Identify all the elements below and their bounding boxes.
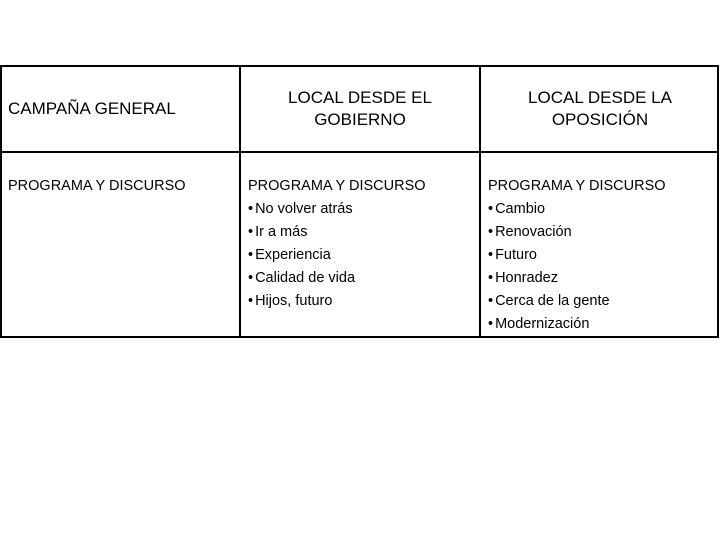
header-cell-local-gobierno	[241, 67, 479, 151]
bullet-item	[248, 267, 476, 290]
bullet-text: Experiencia	[255, 247, 331, 263]
bullet-item	[488, 221, 716, 244]
bullet-text: Honradez	[495, 270, 558, 286]
cell-heading: PROGRAMA Y DISCURSO	[488, 178, 666, 194]
bullet-item	[488, 290, 716, 313]
bullet-item	[248, 198, 476, 221]
body-cell-local-gobierno	[248, 175, 476, 313]
bullet-item	[488, 313, 716, 336]
bullet-mark: •	[488, 247, 494, 263]
bullet-item	[248, 221, 476, 244]
bullet-text: Calidad de vida	[255, 270, 356, 286]
body-cell-campana-general	[8, 175, 236, 198]
header-cell-local-oposicion	[481, 67, 719, 151]
bullet-mark: •	[248, 247, 254, 263]
bullet-text: Cambio	[495, 201, 546, 217]
bullet-mark: •	[488, 224, 494, 240]
bullet-mark: •	[488, 293, 494, 309]
bullet-mark: •	[248, 270, 254, 286]
bullet-text: Modernización	[495, 316, 590, 332]
bullet-mark: •	[488, 270, 494, 286]
bullet-mark: •	[248, 293, 254, 309]
header-label: CAMPAÑA GENERAL	[8, 99, 176, 118]
bullet-mark: •	[248, 201, 254, 217]
bullet-item	[248, 244, 476, 267]
bullet-list	[248, 198, 476, 313]
cell-heading: PROGRAMA Y DISCURSO	[248, 178, 426, 194]
bullet-mark: •	[488, 316, 494, 332]
bullet-text: Renovación	[495, 224, 572, 240]
body-cell-local-oposicion	[488, 175, 716, 336]
bullet-text: Hijos, futuro	[255, 293, 333, 309]
cell-heading: PROGRAMA Y DISCURSO	[8, 178, 186, 194]
bullet-text: Futuro	[495, 247, 537, 263]
row-divider	[2, 151, 717, 153]
header-label: LOCAL DESDE LA OPOSICIÓN	[528, 88, 672, 129]
header-label: LOCAL DESDE EL GOBIERNO	[288, 88, 432, 129]
bullet-text: Cerca de la gente	[495, 293, 610, 309]
comparison-table	[0, 65, 719, 338]
bullet-item	[248, 290, 476, 313]
bullet-text: No volver atrás	[255, 201, 353, 217]
bullet-item	[488, 198, 716, 221]
bullet-item	[488, 267, 716, 290]
bullet-mark: •	[248, 224, 254, 240]
header-cell-campana-general	[2, 67, 239, 151]
bullet-list	[488, 198, 716, 336]
bullet-mark: •	[488, 201, 494, 217]
bullet-item	[488, 244, 716, 267]
bullet-text: Ir a más	[255, 224, 308, 240]
